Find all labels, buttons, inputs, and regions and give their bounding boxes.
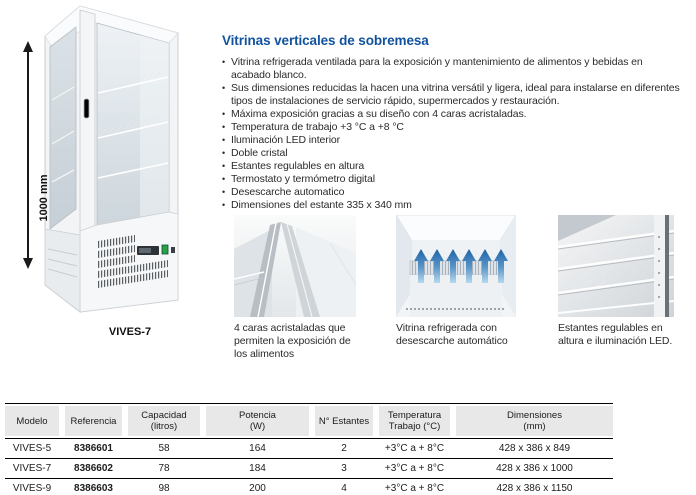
table-header-modelo: Modelo	[5, 406, 59, 436]
cell-temperatura: +3°C a + 8°C	[384, 483, 445, 494]
table-header-dimensiones: Dimensiones (mm)	[456, 406, 613, 436]
height-dimension-label: 1000 mm	[38, 174, 50, 222]
photo-glass-corner	[234, 215, 356, 317]
feature-item: • Máxima exposición gracias a su diseño con 4 caras acristaladas.	[222, 108, 680, 121]
table-row-vives-5	[5, 439, 613, 459]
dimension-arrow-icon	[27, 46, 50, 264]
cell-dimensiones: 428 x 386 x 849	[498, 443, 571, 454]
cell-referencia: 8386603	[74, 483, 113, 494]
page-title: Vitrinas verticales de sobremesa	[222, 33, 429, 48]
table-row-vives-9	[5, 479, 613, 495]
cell-potencia: 200	[249, 483, 266, 494]
cell-estantes: 2	[341, 443, 347, 454]
table-header-temperatura: Temperatura Trabajo (°C)	[379, 406, 450, 436]
table-header-referencia: Referencia	[65, 406, 122, 436]
photo-card-shelves	[558, 215, 684, 348]
feature-item: • Doble cristal	[222, 147, 680, 160]
feature-item: • Termostato y termómetro digital	[222, 173, 680, 186]
feature-item: • Dimensiones del estante 335 x 340 mm	[222, 199, 680, 212]
photo-card-defrost	[396, 215, 518, 348]
photo-caption: Vitrina refrigerada con desescarche automático	[396, 322, 508, 347]
cell-estantes: 3	[341, 463, 347, 474]
feature-item: • Sus dimensiones reducidas la hacen una vitrina versátil y ligera, ideal para instalarse en diferentes tipos de instalaciones de servicio rápido, supermercados y restauración.	[222, 82, 680, 108]
photo-adjustable-shelves	[558, 215, 674, 317]
feature-item: • Vitrina refrigerada ventilada para la exposición y mantenimiento de alimentos y bebidas en acabado blanco.	[222, 56, 680, 82]
cell-capacidad: 98	[158, 483, 170, 494]
cell-modelo: VIVES-9	[12, 483, 52, 494]
cell-referencia: 8386601	[74, 443, 113, 454]
photo-caption: 4 caras acristaladas que permiten la exposición de los alimentos	[234, 322, 351, 360]
cell-potencia: 164	[249, 443, 266, 454]
feature-list	[222, 56, 680, 212]
feature-item: • Iluminación LED interior	[222, 134, 680, 147]
cell-capacidad: 78	[158, 463, 170, 474]
table-header-potencia: Potencia (W)	[206, 406, 309, 436]
product-figure	[0, 0, 220, 345]
feature-item: • Temperatura de trabajo +3 °C a +8 °C	[222, 121, 680, 134]
photo-card-glass-corner	[234, 215, 358, 361]
cell-dimensiones: 428 x 386 x 1000	[496, 463, 573, 474]
product-model-label: VIVES-7	[108, 326, 152, 338]
table-header-estantes: N° Estantes	[315, 406, 373, 436]
photo-caption: Estantes regulables en altura e iluminación LED.	[558, 322, 673, 347]
table-header-capacidad: Capacidad (litros)	[128, 406, 200, 436]
cell-temperatura: +3°C a + 8°C	[384, 463, 445, 474]
product-image-fridge	[40, 3, 182, 321]
table-header-row	[5, 404, 613, 439]
cell-dimensiones: 428 x 386 x 1150	[496, 483, 573, 494]
table-row-vives-7	[5, 459, 613, 479]
cell-temperatura: +3°C a + 8°C	[384, 443, 445, 454]
photo-defrost-airflow	[396, 215, 516, 317]
feature-item: • Desescarche automatico	[222, 186, 680, 199]
cell-referencia: 8386602	[74, 463, 113, 474]
cell-modelo: VIVES-5	[12, 443, 52, 454]
cell-potencia: 184	[249, 463, 266, 474]
spec-table	[5, 403, 613, 495]
feature-item: • Estantes regulables en altura	[222, 160, 680, 173]
description-section	[222, 33, 684, 212]
cell-capacidad: 58	[158, 443, 170, 454]
cell-modelo: VIVES-7	[12, 463, 52, 474]
cell-estantes: 4	[341, 483, 347, 494]
